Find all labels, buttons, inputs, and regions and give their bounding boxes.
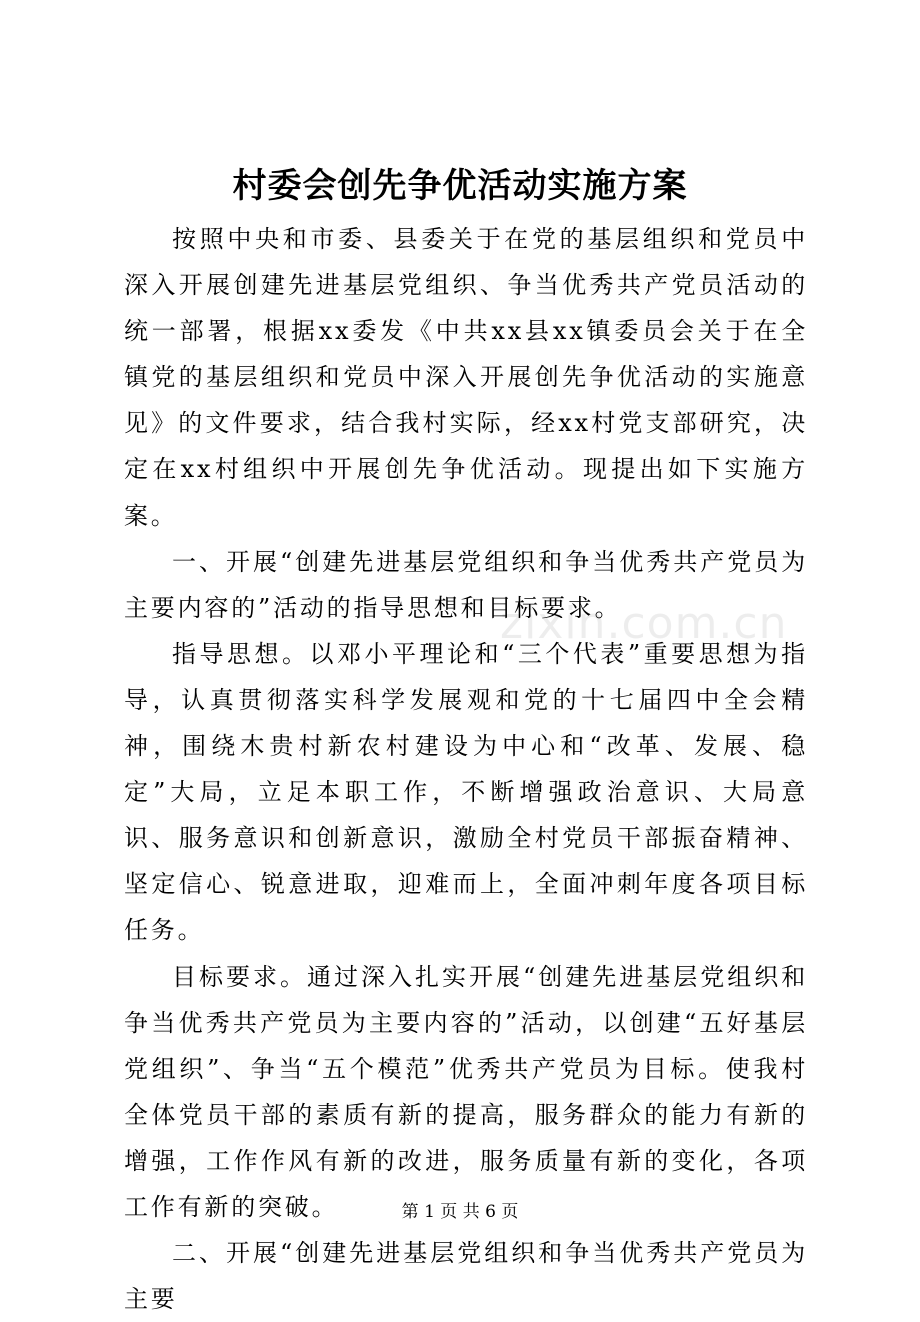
page-footer: 第 1 页 共 6 页	[401, 1202, 519, 1222]
document-body	[124, 216, 808, 1322]
paragraph-goals: 目标要求。通过深入扎实开展“创建先进基层党组织和争当优秀共产党员为主要内容的”活动，以创建“五好基层党组织”、争当“五个模范”优秀共产党员为目标。使我村全体党员干部的素质有新的提高，服务群众的能力有新的增强，工作作风有新的改进，服务质量有新的变化，各项工作有新的突破。	[124, 962, 808, 1221]
paragraph-intro: 按照中央和市委、县委关于在党的基层组织和党员中深入开展创建先进基层党组织、争当优秀共产党员活动的统一部署，根据xx委发《中共xx县xx镇委员会关于在全镇党的基层组织和党员中深入开展创先争优活动的实施意见》的文件要求，结合我村实际，经xx村党支部研究，决定在xx村组织中开展创先争优活动。现提出如下实施方案。	[124, 225, 808, 530]
document-title: 村委会创先争优活动实施方案	[232, 166, 688, 206]
watermark: zixin.com.cn	[500, 598, 788, 649]
paragraph-guiding-ideology: 指导思想。以邓小平理论和“三个代表”重要思想为指导，认真贯彻落实科学发展观和党的十七届四中全会精神，围绕木贵村新农村建设为中心和“改革、发展、稳定”大局，立足本职工作，不断增强政治意识、大局意识、服务意识和创新意识，激励全村党员干部振奋精神、坚定信心、锐意进取，迎难而上，全面冲刺年度各项目标任务。	[124, 639, 808, 945]
paragraph-section-one-heading: 一、开展“创建先进基层党组织和争当优秀共产党员为主要内容的”活动的指导思想和目标要求。	[124, 547, 808, 622]
paragraph-section-two-heading: 二、开展“创建先进基层党组织和争当优秀共产党员为主要	[124, 1239, 808, 1314]
